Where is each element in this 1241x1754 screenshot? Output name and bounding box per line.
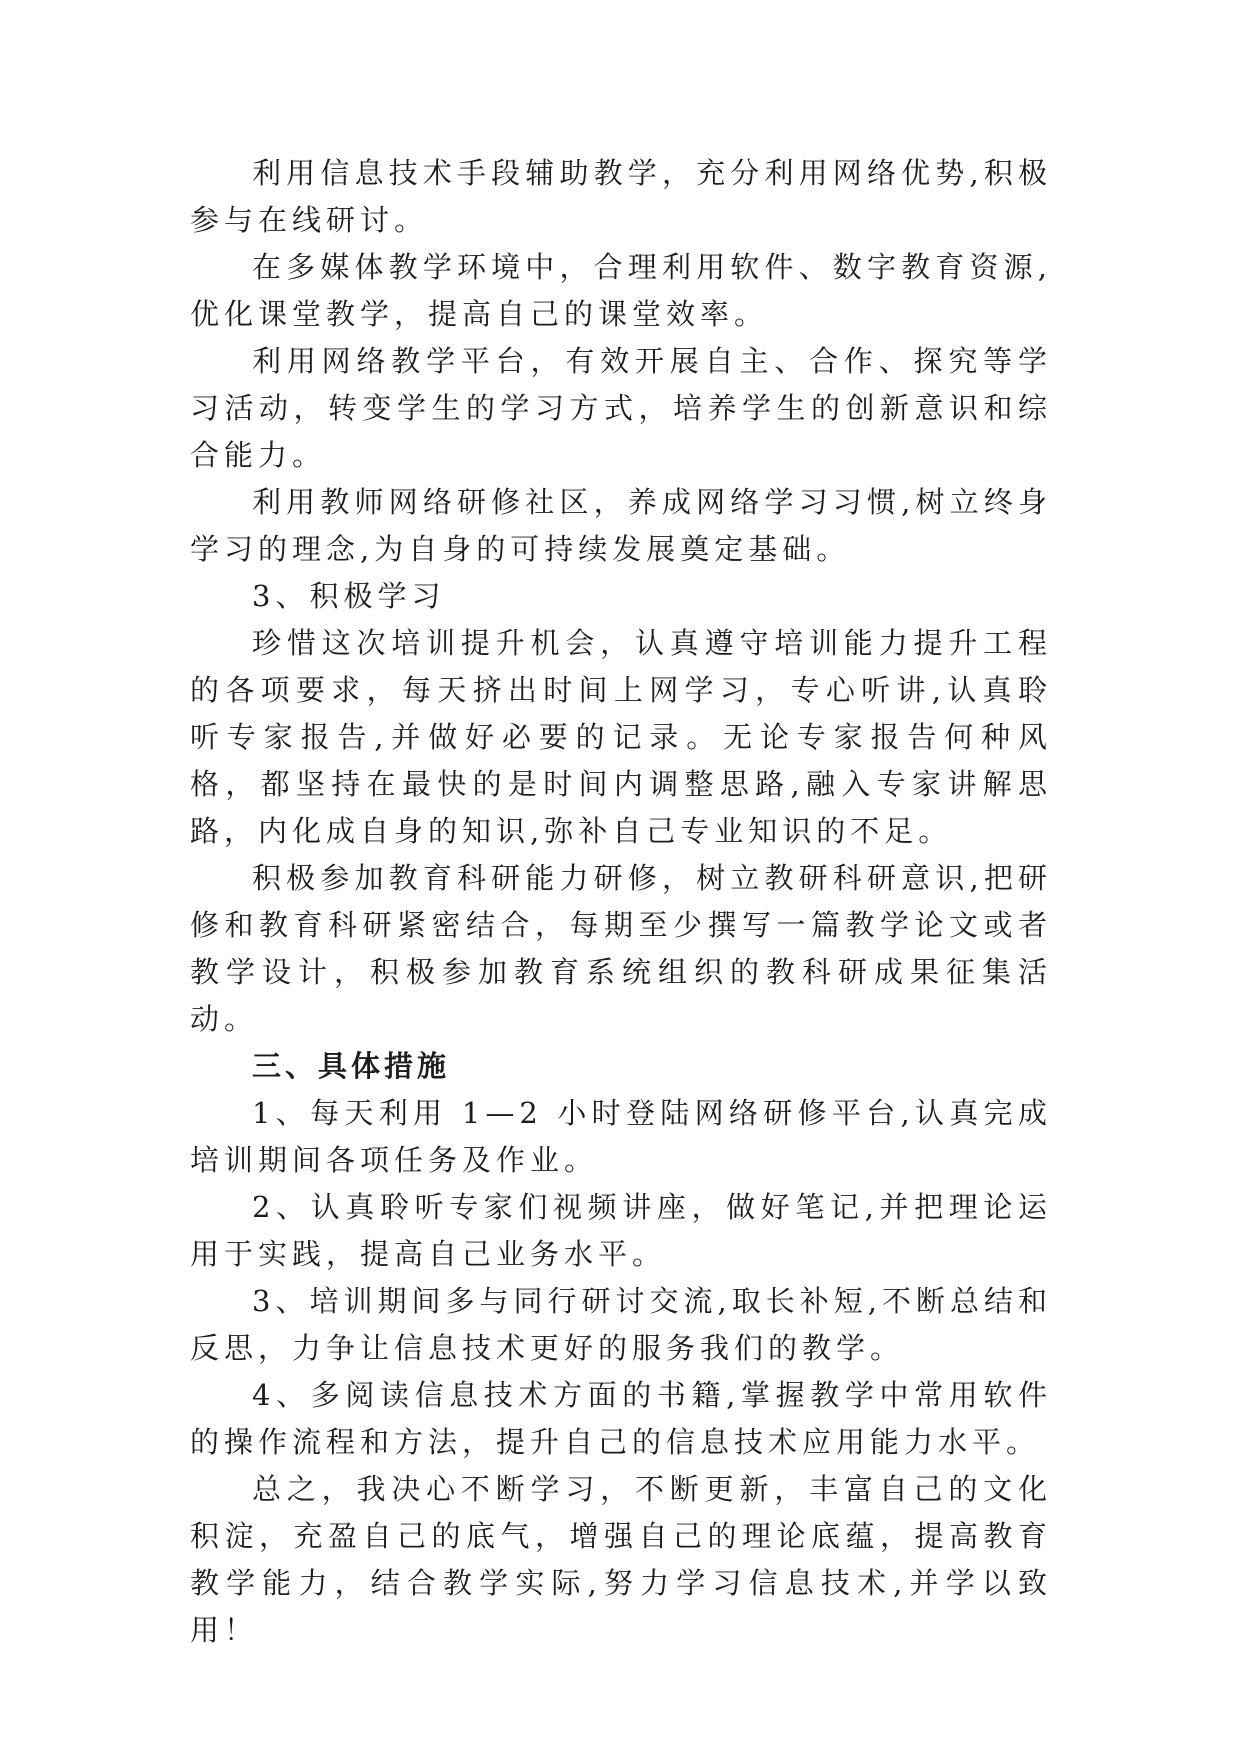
section-heading-measures: 三、具体措施: [252, 1049, 451, 1083]
paragraph-network-platform: 利用网络教学平台，有效开展自主、合作、探究等学习活动，转变学生的学习方式，培养学生的创新意识和综合能力。: [190, 344, 1052, 472]
measure-item-3: 3、培训期间多与同行研讨交流,取长补短,不断总结和反思，力争让信息技术更好的服务我们的教学。: [190, 1284, 1052, 1365]
measure-item-2: 2、认真聆听专家们视频讲座，做好笔记,并把理论运用于实践，提高自己业务水平。: [190, 1190, 1052, 1271]
subheading-active-learning: 3、积极学习: [252, 579, 446, 613]
paragraph-conclusion: 总之，我决心不断学习，不断更新，丰富自己的文化积淀，充盈自己的底气，增强自己的理论底蕴，提高教育教学能力，结合教学实际,努力学习信息技术,并学以致用！: [190, 1472, 1052, 1647]
measure-item-4: 4、多阅读信息技术方面的书籍,掌握教学中常用软件的操作流程和方法，提升自己的信息技术应用能力水平。: [190, 1378, 1052, 1459]
measure-item-1: 1、每天利用 1—2 小时登陆网络研修平台,认真完成培训期间各项任务及作业。: [190, 1096, 1052, 1177]
paragraph-teacher-community: 利用教师网络研修社区，养成网络学习习惯,树立终身学习的理念,为自身的可持续发展奠定基础。: [190, 485, 1052, 566]
paragraph-online-discussion: 利用信息技术手段辅助教学，充分利用网络优势,积极参与在线研讨。: [190, 156, 1052, 237]
paragraph-research: 积极参加教育科研能力研修，树立教研科研意识,把研修和教育科研紧密结合，每期至少撰写一篇教学论文或者教学设计，积极参加教育系统组织的教科研成果征集活动。: [190, 861, 1052, 1036]
paragraph-multimedia: 在多媒体教学环境中，合理利用软件、数字教育资源,优化课堂教学，提高自己的课堂效率。: [190, 250, 1052, 331]
document-body: [190, 150, 1052, 1654]
paragraph-training-opportunity: 珍惜这次培训提升机会，认真遵守培训能力提升工程的各项要求，每天挤出时间上网学习，专心听讲,认真聆听专家报告,并做好必要的记录。无论专家报告何种风格，都坚持在最快的是时间内调整思路,融入专家讲解思路，内化成自身的知识,弥补自己专业知识的不足。: [190, 626, 1052, 848]
